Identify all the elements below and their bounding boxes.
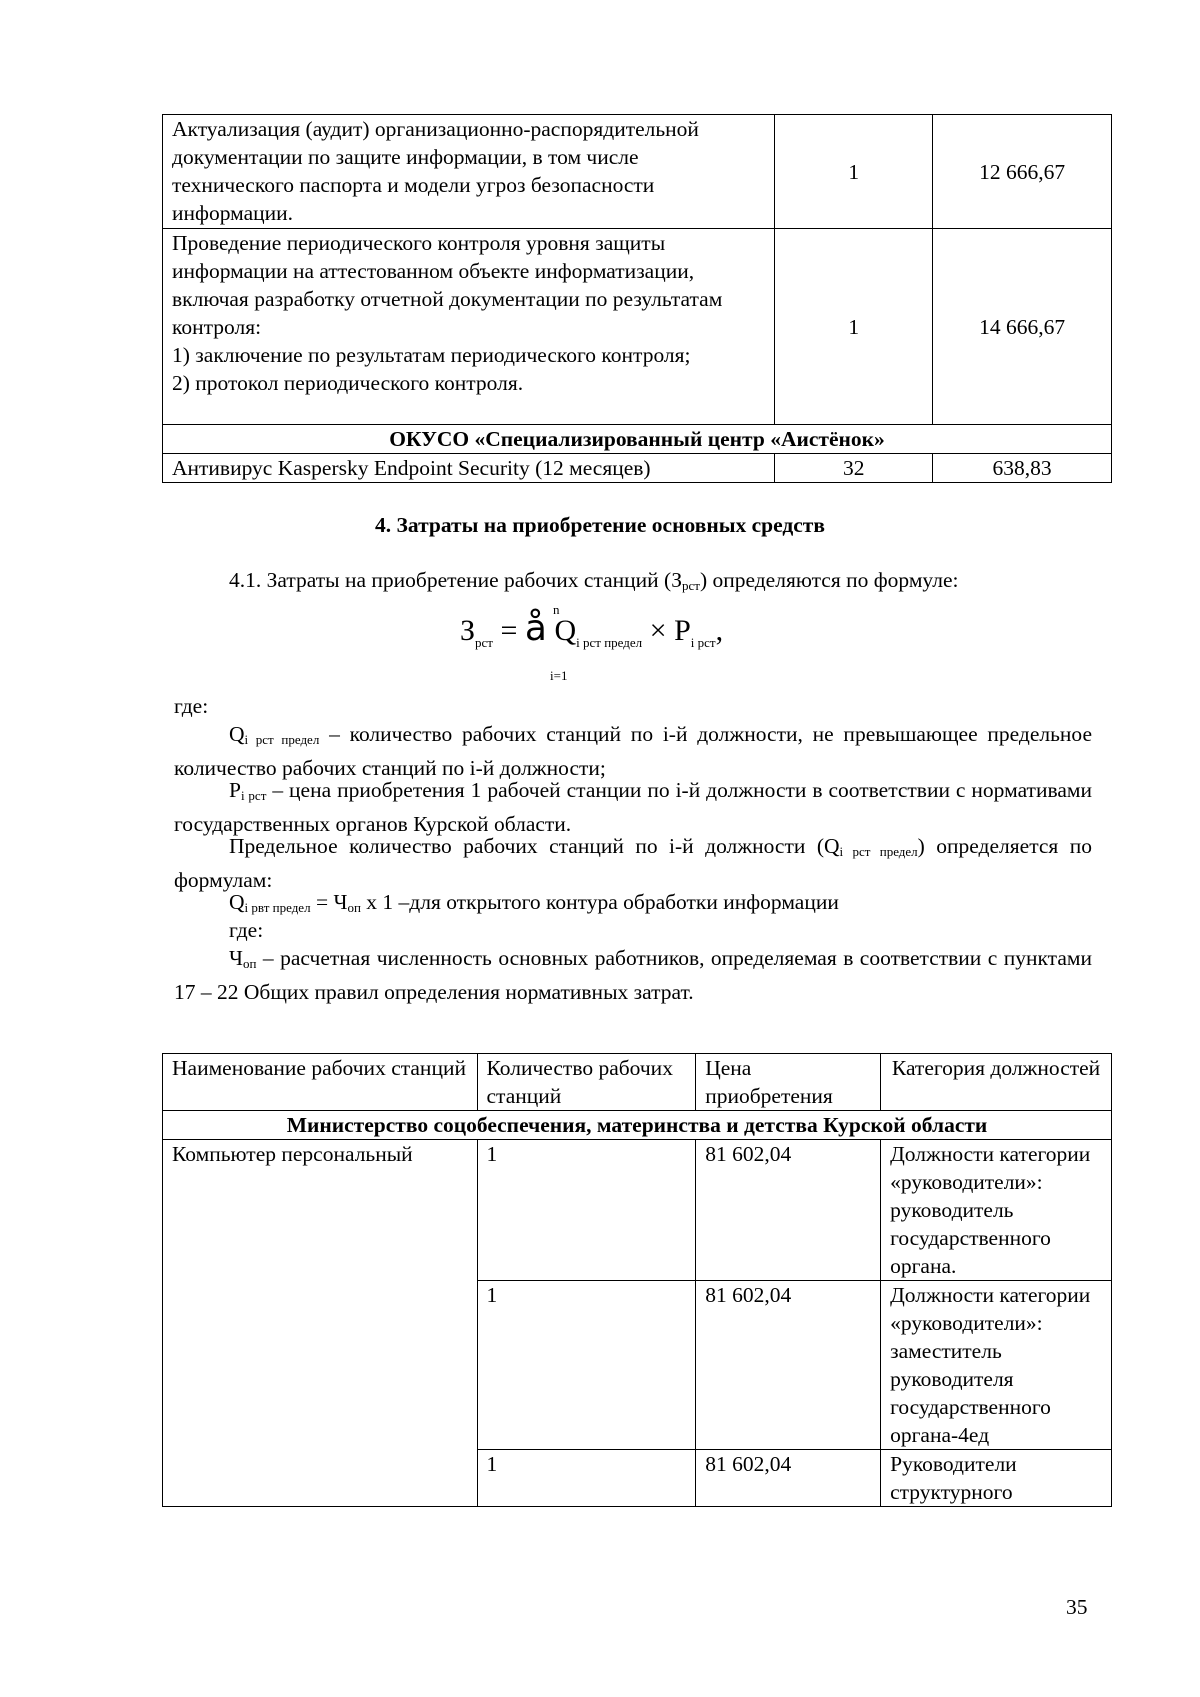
table-row — [163, 229, 1112, 425]
formula2-q: Q — [229, 890, 245, 914]
formula-q-sub: i рст предел — [576, 635, 643, 650]
price-cell: 81 602,04 — [696, 1281, 881, 1450]
definition-q — [174, 720, 1092, 782]
sum-symbol: å — [524, 608, 547, 649]
service-name: Актуализация (аудит) организационно-распорядительной документации по защите информации, в том числе технического паспорта и модели угроз безопасности информации. — [163, 115, 775, 229]
price-cell: 12 666,67 — [933, 115, 1112, 229]
service-name: Антивирус Kaspersky Endpoint Security (12 месяцев) — [163, 454, 775, 483]
definition-p — [174, 776, 1092, 838]
item-name: Компьютер персональный — [163, 1140, 478, 1507]
column-header: Категория должностей — [881, 1054, 1112, 1111]
def-p-subscript: i рст — [240, 788, 267, 803]
def-ch-text: – расчетная численность основных работников, определяемая в соответствии с пунктами 17 – 22 Общих правил определения нормативных затрат. — [174, 946, 1092, 1004]
org-header-row — [163, 1111, 1112, 1140]
quantity-cell: 1 — [775, 115, 933, 229]
def-q-symbol: Q — [229, 722, 245, 746]
intro-subscript: рст — [681, 578, 700, 593]
formula-end: , — [715, 614, 724, 647]
column-header: Наименование рабочих станций — [163, 1054, 478, 1111]
quantity-cell: 32 — [775, 454, 933, 483]
formula-equals: = — [500, 614, 518, 647]
quantity-cell: 1 — [477, 1140, 696, 1281]
org-header-row — [163, 425, 1112, 454]
price-cell: 81 602,04 — [696, 1140, 881, 1281]
where-label-2: где: — [229, 918, 264, 942]
table-row — [163, 1140, 1112, 1281]
quantity-cell: 1 — [477, 1450, 696, 1507]
limit-subscript: i рст предел — [839, 844, 918, 859]
category-cell: Руководители структурного — [881, 1450, 1112, 1507]
table-header-row — [163, 1054, 1112, 1111]
intro-text-end: ) определяются по формуле: — [699, 568, 959, 592]
price-cell: 638,83 — [933, 454, 1112, 483]
quantity-cell: 1 — [775, 229, 933, 425]
org-header: ОКУСО «Специализированный центр «Аистёнок» — [163, 425, 1112, 454]
formula-q: Q — [554, 614, 577, 647]
def-ch-symbol: Ч — [229, 946, 243, 970]
section-heading: 4. Затраты на приобретение основных средств — [375, 513, 825, 537]
column-header: Количество рабочих станций — [477, 1054, 696, 1111]
quantity-cell: 1 — [477, 1281, 696, 1450]
formula-lhs: З — [460, 614, 476, 647]
formula-p: P — [674, 614, 691, 647]
limit-text: Предельное количество рабочих станций по i-й должности (Q — [229, 834, 840, 858]
sum-upper-limit: n — [553, 602, 560, 617]
workstation-formula — [460, 608, 723, 651]
formula-p-sub: i рст — [690, 635, 716, 650]
intro-paragraph — [174, 566, 1092, 600]
def-q-subscript: i рст предел — [244, 732, 320, 747]
def-p-symbol: P — [229, 778, 241, 802]
costs-table — [162, 114, 1112, 483]
def-q-text: – количество рабочих станций по i-й должности, не превышающее предельное количество рабочих станций по i-й должности; — [174, 722, 1092, 780]
formula2-eq: = Ч — [310, 890, 348, 914]
limit-text-end: ) определяется по формулам: — [174, 834, 1092, 892]
formula2-q-sub: i рвт предел — [244, 900, 311, 915]
category-cell: Должности категории «руководители»: руководитель государственного органа. — [881, 1140, 1112, 1281]
definition-ch — [174, 944, 1092, 1006]
sum-lower-limit: i=1 — [550, 668, 568, 683]
service-name: Проведение периодического контроля уровня защиты информации на аттестованном объекте информатизации, включая разработку отчетной документации по результатам контроля: 1) заключение по результатам периодического контроля; 2) протокол периодического контроля. — [163, 229, 775, 425]
where-label: где: — [174, 694, 209, 718]
category-cell: Должности категории «руководители»: заместитель руководителя государственного органа-4ед — [881, 1281, 1112, 1450]
intro-text: 4.1. Затраты на приобретение рабочих станций (З — [229, 568, 682, 592]
def-ch-subscript: оп — [242, 956, 257, 971]
table-row — [163, 454, 1112, 483]
formula2-text: х 1 –для открытого контура обработки информации — [360, 890, 839, 914]
price-cell: 14 666,67 — [933, 229, 1112, 425]
column-header: Цена приобретения — [696, 1054, 881, 1111]
limit-paragraph — [174, 832, 1092, 894]
table-row — [163, 115, 1112, 229]
org-header: Министерство соцобеспечения, материнства и детства Курской области — [163, 1111, 1112, 1140]
formula2-ch-sub: оп — [347, 900, 361, 915]
formula-lhs-sub: рст — [475, 635, 493, 650]
page-number: 35 — [1066, 1595, 1088, 1619]
workstations-table — [162, 1053, 1112, 1507]
price-cell: 81 602,04 — [696, 1450, 881, 1507]
def-p-text: – цена приобретения 1 рабочей станции по i-й должности в соответствии с нормативами государственных органов Курской области. — [174, 778, 1092, 836]
formula-times: × — [649, 614, 667, 647]
